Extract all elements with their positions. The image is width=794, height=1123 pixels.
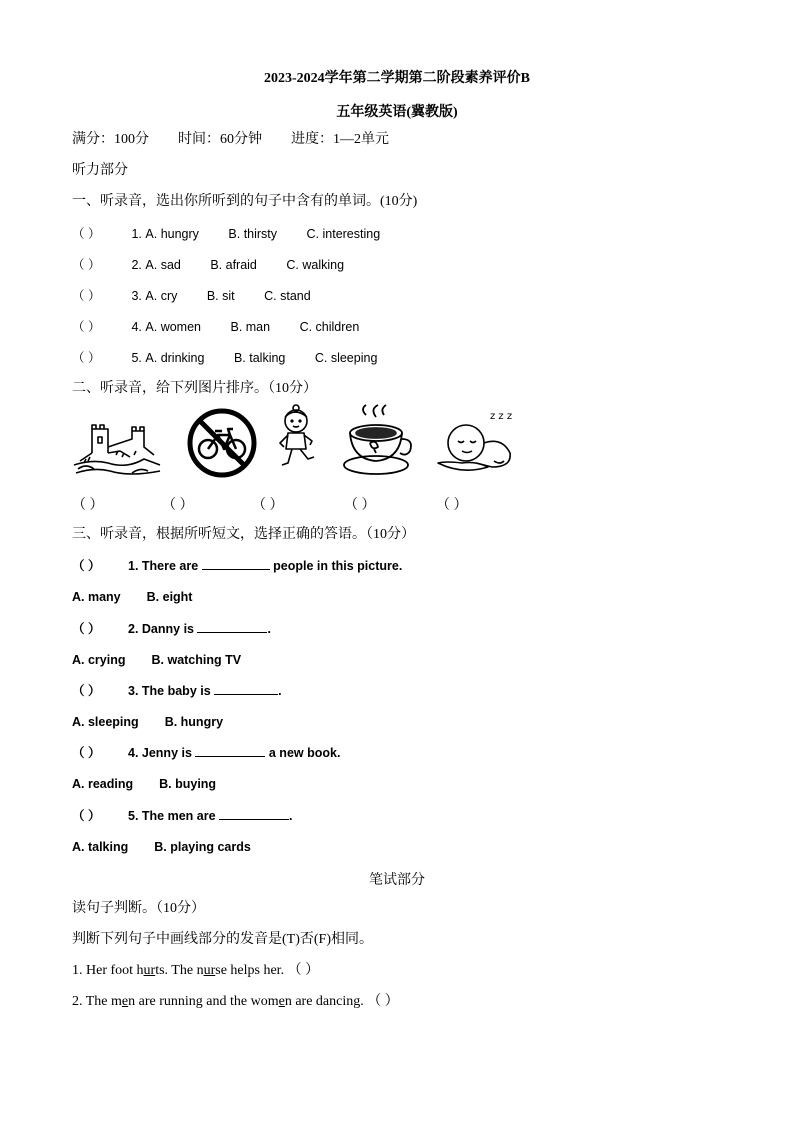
section3-options-4 [72, 775, 216, 793]
section3-question-4 [72, 744, 340, 762]
sentence-text: n are running and the wom [128, 994, 279, 1009]
sentence-text: se helps her. [215, 963, 285, 978]
option-a: A. drinking [145, 351, 205, 365]
picture-2-answer-paren[interactable]: （ ） [162, 498, 194, 513]
fill-blank[interactable] [195, 744, 265, 757]
question-text-end: a new book. [265, 746, 341, 760]
section1-item-1 [72, 225, 380, 243]
sleeping-baby-picture [432, 403, 522, 481]
underlined-part: e [121, 994, 129, 1009]
sentence-text: n are dancing. [284, 994, 364, 1009]
item-number: 1. [131, 227, 142, 241]
section3-question-2 [72, 620, 271, 638]
option-b: B. man [230, 320, 271, 334]
option-a: A. cry [145, 289, 178, 303]
fill-blank[interactable] [202, 557, 270, 570]
answer-paren[interactable]: （ ） [72, 684, 101, 698]
section3-heading: 三、听录音，根据所听短文，选择正确的答语。（10分） [72, 527, 415, 542]
listening-heading: 听力部分 [72, 163, 128, 178]
option-a: A. talking [72, 840, 129, 854]
option-b: B. thirsty [228, 227, 278, 241]
section3-options-5 [72, 838, 251, 856]
option-c: C. interesting [306, 227, 381, 241]
option-a: A. sleeping [72, 715, 139, 729]
answer-paren[interactable]: （ ） [72, 320, 101, 334]
sentence-text: 1. Her foot h [72, 963, 144, 978]
section4-heading: 读句子判断。（10分） [72, 901, 205, 916]
answer-paren[interactable]: （ ） [72, 559, 101, 573]
section3-options-3 [72, 713, 223, 731]
option-b: B. hungry [164, 715, 224, 729]
section3-question-3 [72, 682, 282, 700]
meta-score: 满分：100分 [72, 132, 149, 147]
running-girl-icon [252, 403, 342, 481]
option-a: A. hungry [145, 227, 199, 241]
answer-paren[interactable]: （ ） [367, 994, 399, 1009]
running-girl-picture [252, 403, 342, 481]
option-b: B. playing cards [154, 840, 251, 854]
answer-paren[interactable]: （ ） [72, 351, 101, 365]
item-number: 4. [131, 320, 142, 334]
answer-paren[interactable]: （ ） [72, 809, 101, 823]
section4-instruction: 判断下列句子中画线部分的发音是(T)否(F)相同。 [72, 932, 373, 947]
great-wall-icon [72, 403, 162, 481]
question-text: 3. The baby is [128, 684, 215, 698]
question-text: 5. The men are [128, 809, 220, 823]
question-text-end: . [289, 809, 293, 823]
question-text: 4. Jenny is [128, 746, 196, 760]
section3-options-2 [72, 651, 241, 669]
option-c: C. sleeping [314, 351, 378, 365]
item-number: 5. [131, 351, 142, 365]
section1-item-4 [72, 318, 359, 336]
picture-5-answer-paren[interactable]: （ ） [436, 498, 468, 513]
answer-paren[interactable]: （ ） [287, 963, 320, 978]
option-b: B. eight [146, 590, 193, 604]
exam-subtitle: 五年级英语(冀教版) [336, 105, 458, 120]
option-c: C. children [299, 320, 360, 334]
fill-blank[interactable] [197, 620, 267, 633]
option-a: A. sad [145, 258, 181, 272]
answer-paren[interactable]: （ ） [72, 258, 101, 272]
question-text-end: people in this picture. [269, 559, 403, 573]
option-a: A. crying [72, 653, 126, 667]
section1-item-3 [72, 287, 311, 305]
option-a: A. women [145, 320, 201, 334]
exam-meta [72, 131, 389, 149]
section2-heading: 二、听录音，给下列图片排序。（10分） [72, 381, 317, 396]
meta-time: 时间：60分钟 [178, 132, 262, 147]
picture-1-answer-paren[interactable]: （ ） [72, 498, 104, 513]
option-a: A. reading [72, 777, 134, 791]
sleeping-baby-icon [432, 403, 522, 481]
question-text: 1. There are [128, 559, 202, 573]
answer-paren[interactable]: （ ） [72, 746, 101, 760]
sentence-1 [72, 962, 319, 980]
underlined-part: ur [203, 963, 216, 978]
option-b: B. watching TV [151, 653, 242, 667]
question-text-end: . [267, 622, 271, 636]
teacup-icon [336, 403, 426, 481]
underlined-part: e [278, 994, 285, 1009]
option-b: B. sit [206, 289, 235, 303]
svg-text:z z z: z z z [490, 411, 513, 422]
section3-question-1 [72, 557, 402, 575]
fill-blank[interactable] [214, 682, 278, 695]
option-a: A. many [72, 590, 121, 604]
underlined-part: ur [143, 963, 156, 978]
written-heading: 笔试部分 [369, 873, 425, 888]
fill-blank[interactable] [219, 807, 289, 820]
great-wall-picture [72, 403, 162, 481]
exam-title: 2023-2024学年第二学期第二阶段素养评价B [264, 71, 530, 86]
option-b: B. talking [233, 351, 286, 365]
option-c: C. walking [286, 258, 345, 272]
cup-of-tea-picture [336, 403, 426, 481]
section1-item-2 [72, 256, 344, 274]
option-c: C. stand [264, 289, 311, 303]
item-number: 3. [131, 289, 142, 303]
section3-options-1 [72, 588, 192, 606]
meta-progress: 进度：1—2单元 [291, 132, 389, 147]
sentence-text: ts. The n [155, 963, 204, 978]
section3-question-5 [72, 807, 293, 825]
sentence-text: 2. The m [72, 994, 122, 1009]
answer-paren[interactable]: （ ） [72, 289, 101, 303]
item-number: 2. [131, 258, 142, 272]
answer-paren[interactable]: （ ） [72, 227, 101, 241]
section1-item-5 [72, 349, 377, 367]
question-text: 2. Danny is [128, 622, 198, 636]
question-text-end: . [278, 684, 282, 698]
answer-paren[interactable]: （ ） [72, 622, 101, 636]
option-b: B. afraid [210, 258, 257, 272]
picture-4-answer-paren[interactable]: （ ） [344, 498, 376, 513]
section1-heading: 一、听录音，选出你所听到的句子中含有的单词。(10分) [72, 194, 418, 209]
option-b: B. buying [159, 777, 217, 791]
sentence-2 [72, 993, 399, 1011]
picture-3-answer-paren[interactable]: （ ） [252, 498, 284, 513]
